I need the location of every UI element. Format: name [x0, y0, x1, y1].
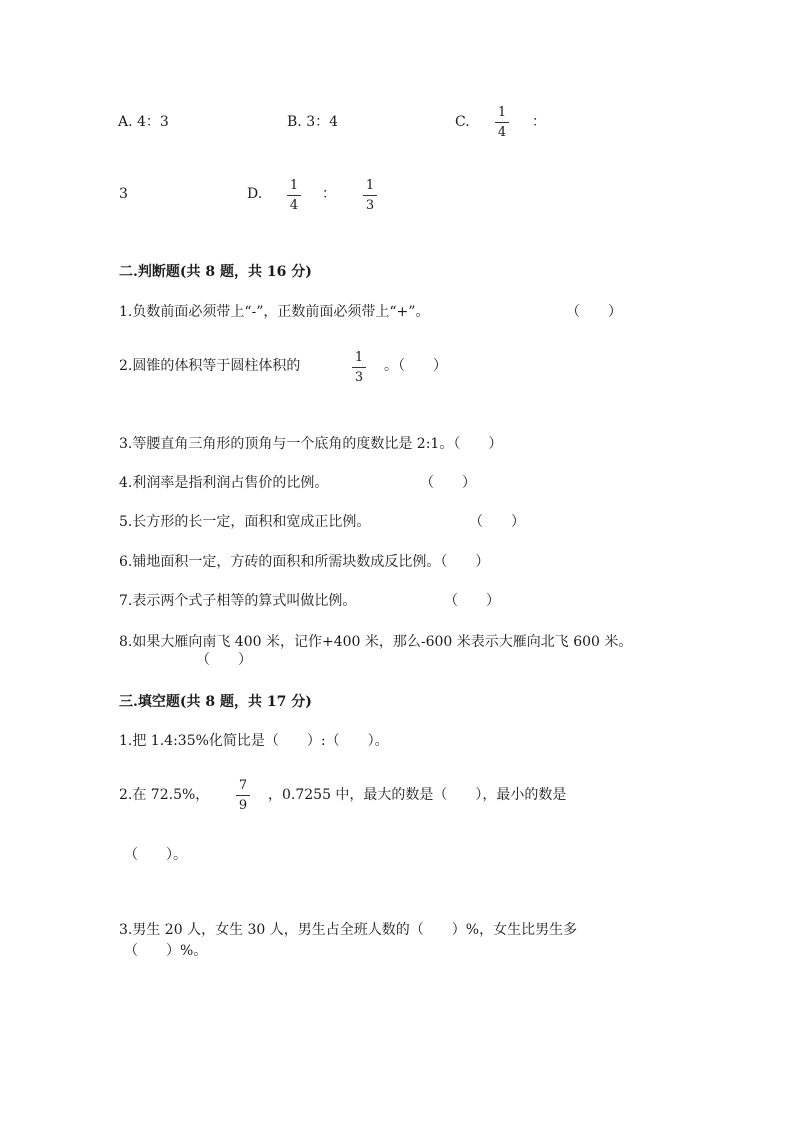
- fraction-denominator: 3: [354, 370, 364, 385]
- judge-question-7: 7.表示两个式子相等的算式叫做比例。: [119, 593, 357, 609]
- option-d-fraction-1: [286, 178, 302, 213]
- option-d-colon: ：: [322, 186, 336, 202]
- judge-question-5: 5.长方形的长一定，面积和宽成正比例。: [119, 514, 371, 530]
- fraction-numerator: 1: [365, 178, 375, 193]
- fraction-denominator: 3: [365, 198, 375, 213]
- option-c-label: C.: [455, 114, 470, 130]
- judge-answer-blank-8[interactable]: （ ）: [196, 652, 252, 668]
- fill-question-2-tail: ，0.7255 中，最大的数是（ ），最小的数是: [268, 787, 567, 803]
- fill-question-2: 2.在 72.5%，: [119, 787, 210, 803]
- judge-question-3: 3.等腰直角三角形的顶角与一个底角的度数比是 2:1。（ ）: [119, 436, 503, 452]
- judge-question-8: 8.如果大雁向南飞 400 米，记作+400 米，那么-600 米表示大雁向北飞 600 米。: [119, 634, 633, 650]
- fraction-bar: [363, 195, 377, 196]
- fraction-numerator: 7: [238, 778, 248, 793]
- judge-question-2-fraction: [351, 350, 367, 385]
- fraction-denominator: 4: [497, 125, 507, 140]
- judge-question-2-tail[interactable]: 。（ ）: [384, 358, 447, 374]
- fraction-denominator: 4: [289, 198, 299, 213]
- option-d-fraction-2: [362, 178, 378, 213]
- fraction-denominator: 9: [238, 798, 248, 813]
- option-d-label: D.: [247, 186, 263, 202]
- judge-answer-blank-7[interactable]: （ ）: [444, 593, 500, 609]
- option-a: A. 4：3: [118, 114, 169, 130]
- fraction-bar: [352, 367, 366, 368]
- option-c-tail: 3: [119, 186, 128, 202]
- section-3-title: 三.填空题(共 8 题，共 17 分): [119, 694, 312, 710]
- fraction-bar: [287, 195, 301, 196]
- fraction-bar: [236, 795, 250, 796]
- judge-answer-blank-4[interactable]: （ ）: [420, 475, 476, 491]
- fill-question-2-fraction: [235, 778, 251, 813]
- fraction-numerator: 1: [497, 105, 507, 120]
- option-b: B. 3：4: [287, 114, 339, 130]
- judge-question-2: 2.圆锥的体积等于圆柱体积的: [119, 358, 301, 374]
- judge-answer-blank-5[interactable]: （ ）: [469, 514, 525, 530]
- judge-question-6: 6.铺地面积一定，方砖的面积和所需块数成反比例。（ ）: [119, 554, 490, 570]
- section-2-title: 二.判断题(共 8 题，共 16 分): [119, 264, 312, 280]
- fraction-numerator: 1: [289, 178, 299, 193]
- judge-answer-blank-1[interactable]: （ ）: [566, 304, 622, 320]
- fraction-numerator: 1: [354, 350, 364, 365]
- option-c-fraction: [494, 105, 510, 140]
- fill-question-3: 3.男生 20 人，女生 30 人，男生占全班人数的（ ）%，女生比男生多: [119, 922, 578, 938]
- option-c-colon: ：: [532, 114, 546, 130]
- fill-question-2-line2: （ ）。: [124, 847, 187, 863]
- judge-question-4: 4.利润率是指利润占售价的比例。: [119, 475, 329, 491]
- judge-question-1: 1.负数前面必须带上“-”，正数前面必须带上“+”。: [119, 304, 430, 320]
- fill-question-1: 1.把 1.4:35%化简比是（ ）:（ ）。: [119, 733, 389, 749]
- fraction-bar: [495, 122, 509, 123]
- fill-question-3-line2: （ ）%。: [124, 943, 208, 959]
